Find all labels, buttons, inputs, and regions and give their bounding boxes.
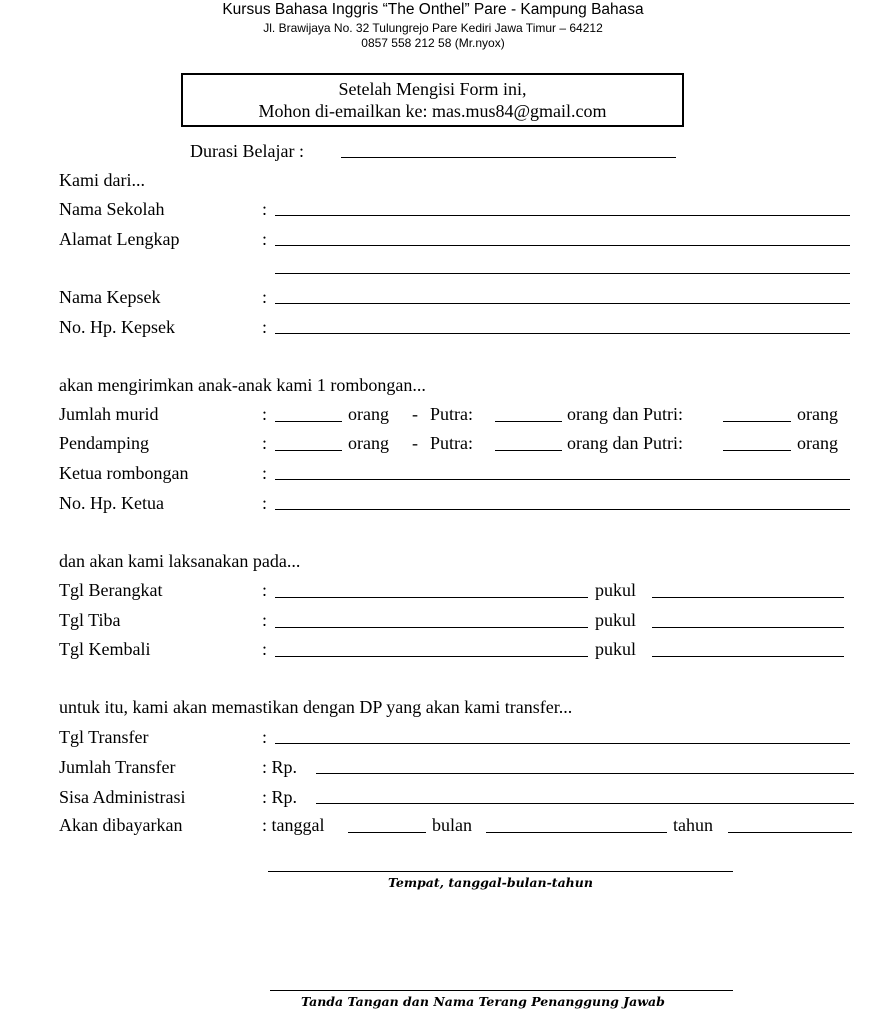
notice-box [181, 73, 684, 127]
paid-day-field[interactable] [348, 832, 426, 833]
schedule-intro: dan akan kami laksanakan pada... [59, 551, 301, 571]
companions-label: Pendamping [59, 433, 149, 453]
depart-label: Tgl Berangkat [59, 580, 163, 600]
school-name-field[interactable] [275, 215, 850, 216]
colon: : [262, 229, 268, 249]
tahun-text: tahun [673, 815, 713, 835]
school-address-field[interactable] [275, 245, 850, 246]
rp-text: : Rp. [262, 757, 298, 777]
return-date-field[interactable] [275, 656, 588, 657]
paid-month-field[interactable] [486, 832, 667, 833]
payment-intro: untuk itu, kami akan memastikan dengan DP yang akan kami transfer... [59, 697, 573, 717]
return-time-field[interactable] [652, 656, 844, 657]
leader-phone-field[interactable] [275, 509, 850, 510]
companions-male-field[interactable] [495, 450, 562, 451]
orang-text: orang [797, 404, 838, 424]
remaining-field[interactable] [316, 803, 854, 804]
pukul-text: pukul [595, 580, 637, 600]
principal-phone-label: No. Hp. Kepsek [59, 317, 175, 337]
transfer-date-label: Tgl Transfer [59, 727, 149, 747]
colon: : [262, 727, 268, 747]
depart-time-field[interactable] [652, 597, 844, 598]
tanggal-text: : tanggal [262, 815, 325, 835]
colon: : [262, 287, 268, 307]
students-label: Jumlah murid [59, 404, 159, 424]
students-male-field[interactable] [495, 421, 562, 422]
remaining-label: Sisa Administrasi [59, 787, 186, 807]
students-female-field[interactable] [723, 421, 791, 422]
orang-text: orang [348, 433, 389, 453]
companions-female-field[interactable] [723, 450, 791, 451]
colon: : [262, 463, 268, 483]
notice-line-1: Setelah Mengisi Form ini, [338, 79, 527, 99]
colon: : [262, 493, 268, 513]
school-name-label: Nama Sekolah [59, 199, 165, 219]
depart-date-field[interactable] [275, 597, 588, 598]
bulan-text: bulan [432, 815, 472, 835]
rp-text: : Rp. [262, 787, 298, 807]
duration-field[interactable] [341, 157, 676, 158]
colon: : [262, 317, 268, 337]
paid-year-field[interactable] [728, 832, 852, 833]
school-address-label: Alamat Lengkap [59, 229, 180, 249]
leader-label: Ketua rombongan [59, 463, 189, 483]
leader-phone-label: No. Hp. Ketua [59, 493, 164, 513]
colon: : [262, 199, 268, 219]
arrive-time-field[interactable] [652, 627, 844, 628]
colon: : [262, 404, 268, 424]
arrive-date-field[interactable] [275, 627, 588, 628]
students-total-field[interactable] [275, 421, 342, 422]
transfer-amount-label: Jumlah Transfer [59, 757, 176, 777]
signature-field[interactable] [270, 990, 733, 991]
school-address-field-2[interactable] [275, 273, 850, 274]
colon: : [262, 433, 268, 453]
transfer-amount-field[interactable] [316, 773, 854, 774]
principal-phone-field[interactable] [275, 333, 850, 334]
putra-text: Putra: [430, 404, 473, 424]
place-date-field[interactable] [268, 871, 733, 872]
dan-putri-text: orang dan Putri: [567, 404, 683, 424]
school-intro: Kami dari... [59, 170, 145, 190]
principal-field[interactable] [275, 303, 850, 304]
pukul-text: pukul [595, 610, 637, 630]
dash-text: - [412, 404, 418, 424]
arrive-label: Tgl Tiba [59, 610, 121, 630]
colon: : [262, 610, 268, 630]
paid-label: Akan dibayarkan [59, 815, 183, 835]
colon: : [262, 580, 268, 600]
companions-total-field[interactable] [275, 450, 342, 451]
return-label: Tgl Kembali [59, 639, 151, 659]
principal-label: Nama Kepsek [59, 287, 161, 307]
transfer-date-field[interactable] [275, 743, 850, 744]
group-intro: akan mengirimkan anak-anak kami 1 rombongan... [59, 375, 426, 395]
leader-field[interactable] [275, 479, 850, 480]
dash-text: - [412, 433, 418, 453]
orang-text: orang [348, 404, 389, 424]
orang-text: orang [797, 433, 838, 453]
notice-line-2: Mohon di-emailkan ke: mas.mus84@gmail.com [258, 101, 607, 121]
colon: : [262, 639, 268, 659]
dan-putri-text: orang dan Putri: [567, 433, 683, 453]
header-phone: 0857 558 212 58 (Mr.nyox) [361, 36, 505, 50]
putra-text: Putra: [430, 433, 473, 453]
duration-label: Durasi Belajar : [190, 141, 304, 161]
pukul-text: pukul [595, 639, 637, 659]
header-address: Jl. Brawijaya No. 32 Tulungrejo Pare Kediri Jawa Timur – 64212 [263, 21, 603, 35]
header-title: Kursus Bahasa Inggris “The Onthel” Pare - Kampung Bahasa [222, 1, 644, 18]
signature-caption: Tanda Tangan dan Nama Terang Penanggung Jawab [301, 994, 665, 1009]
place-date-caption: Tempat, tanggal-bulan-tahun [388, 875, 593, 890]
